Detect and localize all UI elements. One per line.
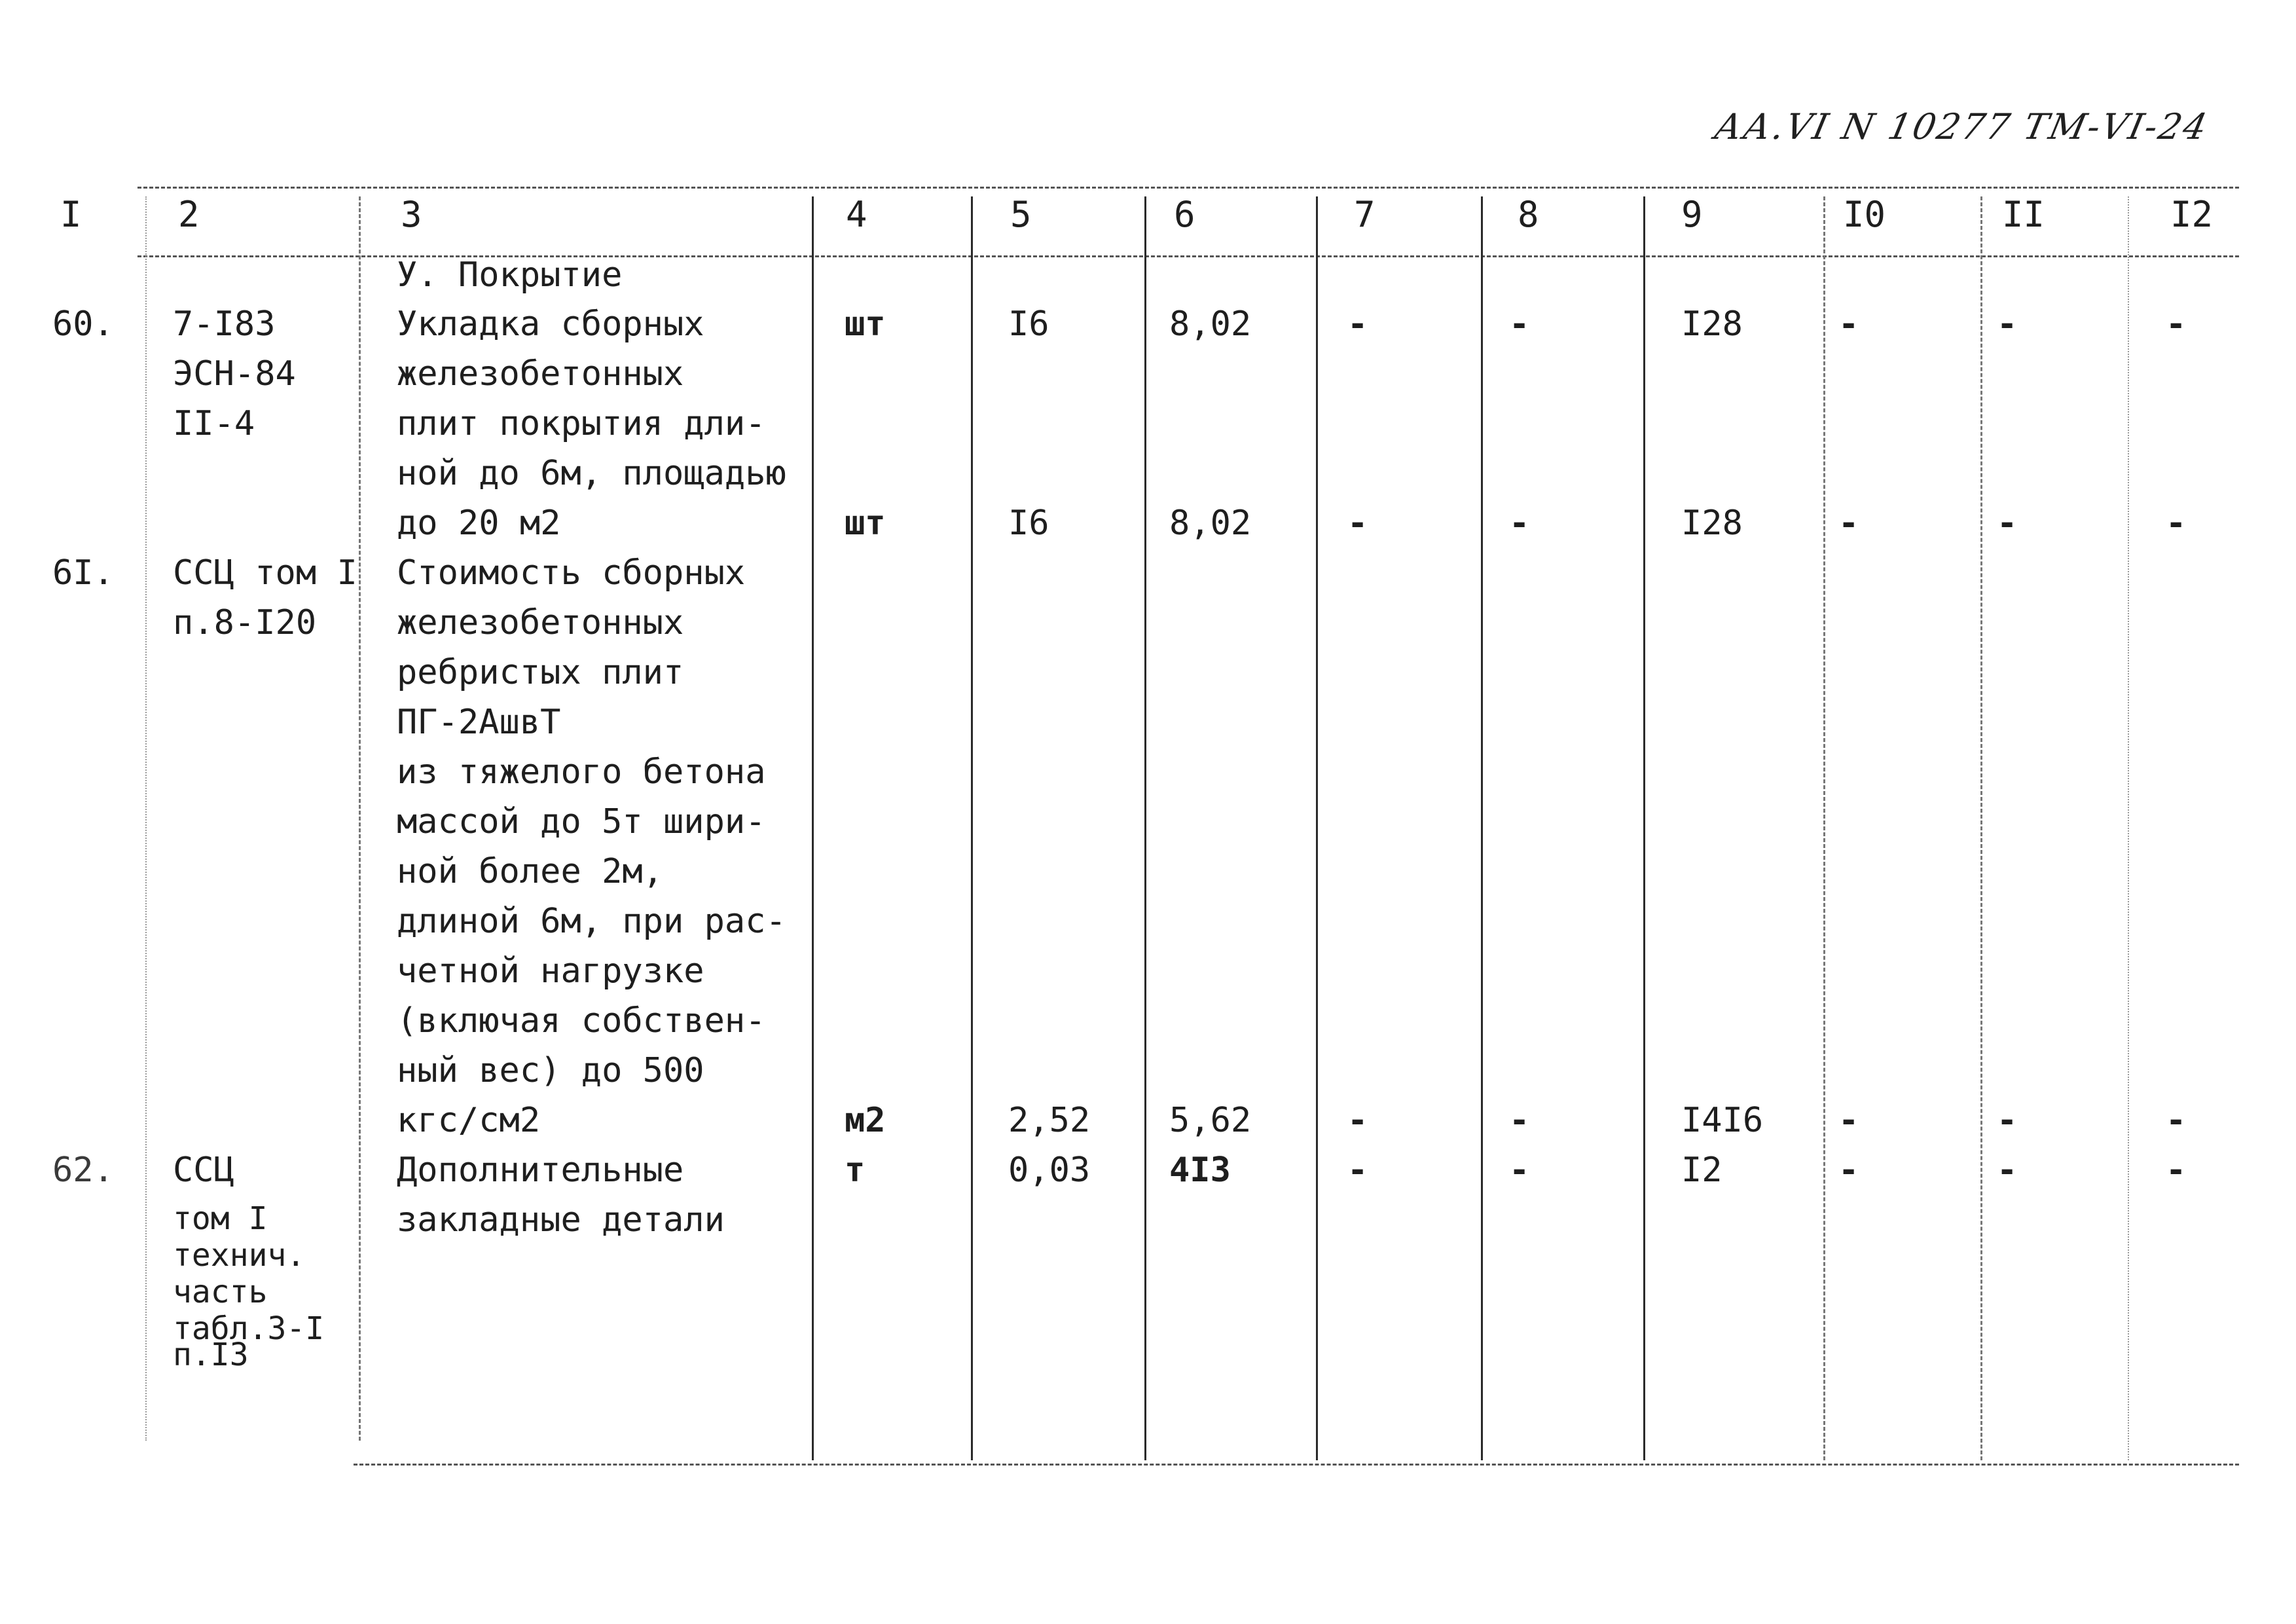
header-col-11: II [2002, 194, 2045, 235]
row-60b-col12: - [2166, 504, 2187, 543]
row-60-desc-3: плит покрытия дли- [397, 404, 766, 443]
row-60b-col5: I6 [1008, 504, 1049, 543]
section-title: У. Покрытие [397, 255, 623, 295]
row-60b-unit: шт [845, 504, 886, 543]
row-62-desc-2: закладные детали [397, 1200, 725, 1240]
header-col-9: 9 [1681, 194, 1703, 235]
header-col-4: 4 [846, 194, 867, 235]
row-62-unit: т [845, 1151, 866, 1190]
row-60b-col8: - [1509, 504, 1530, 543]
col-sep-10 [1980, 196, 1982, 1460]
row-62-col9: I2 [1681, 1151, 1722, 1190]
row-61-number: 6I. [52, 553, 114, 593]
row-62-ref-5: табл.3-I [173, 1310, 325, 1347]
row-61-desc-9: четной нагрузке [397, 951, 704, 991]
row-61-col7: - [1347, 1101, 1368, 1140]
row-60a-col11: - [1997, 304, 2018, 344]
col-sep-7 [1481, 196, 1483, 1460]
row-62-col10: - [1838, 1151, 1859, 1190]
top-rule [137, 187, 2239, 189]
row-60a-col8: - [1509, 304, 1530, 344]
row-61-col8: - [1509, 1101, 1530, 1140]
header-col-6: 6 [1174, 194, 1195, 235]
header-col-2: 2 [178, 194, 200, 235]
row-61-desc-7: ной более 2м, [397, 852, 663, 891]
col-sep-9 [1823, 196, 1825, 1460]
row-61-unit: м2 [845, 1101, 886, 1140]
row-60-desc-4: ной до 6м, площадью [397, 454, 786, 493]
row-61-col6: 5,62 [1169, 1101, 1252, 1140]
col-sep-5 [1144, 196, 1146, 1460]
row-60-desc-1: Укладка сборных [397, 304, 704, 344]
row-62-col11: - [1997, 1151, 2018, 1190]
row-62-ref-2: том I [173, 1200, 268, 1237]
row-62-number: 62. [52, 1151, 114, 1190]
row-61-desc-4: ПГ-2АшвТ [397, 703, 561, 742]
header-col-12: I2 [2170, 194, 2214, 235]
row-62-desc-1: Дополнительные [397, 1151, 684, 1190]
row-60a-col5: I6 [1008, 304, 1049, 344]
col-sep-6 [1316, 196, 1318, 1460]
row-61-desc-8: длиной 6м, при рас- [397, 902, 786, 941]
header-col-10: I0 [1843, 194, 1886, 235]
header-col-5: 5 [1010, 194, 1032, 235]
row-60a-col9: I28 [1681, 304, 1743, 344]
row-61-col11: - [1997, 1101, 2018, 1140]
row-60b-col9: I28 [1681, 504, 1743, 543]
row-62-ref-3: технич. [173, 1237, 306, 1274]
col-sep-3 [812, 196, 814, 1460]
row-61-desc-10: (включая собствен- [397, 1001, 766, 1041]
col-sep-8 [1643, 196, 1645, 1460]
row-60-ref-2: ЭСН-84 [173, 354, 296, 394]
row-60a-col7: - [1347, 304, 1368, 344]
row-60-ref-1: 7-I83 [173, 304, 276, 344]
row-60a-col10: - [1838, 304, 1859, 344]
row-62-col7: - [1347, 1151, 1368, 1190]
header-col-8: 8 [1518, 194, 1539, 235]
row-61-desc-5: из тяжелого бетона [397, 752, 766, 792]
row-62-ref-1: ССЦ [173, 1151, 234, 1190]
row-62-col8: - [1509, 1151, 1530, 1190]
document-stamp: АА.VI N 10277 ТМ-VI-24 [1711, 106, 2213, 147]
row-61-desc-11: ный вес) до 500 [397, 1051, 704, 1090]
row-60b-col7: - [1347, 504, 1368, 543]
row-60b-col6: 8,02 [1169, 504, 1252, 543]
col-sep-11 [2128, 196, 2129, 1460]
row-60a-col6: 8,02 [1169, 304, 1252, 344]
col-sep-2 [359, 196, 361, 1441]
row-61-desc-6: массой до 5т шири- [397, 802, 766, 841]
row-61-col12: - [2166, 1101, 2187, 1140]
row-60b-col10: - [1838, 504, 1859, 543]
row-62-col6: 4I3 [1169, 1151, 1231, 1190]
col-sep-1 [145, 196, 147, 1441]
row-62-col12: - [2166, 1151, 2187, 1190]
row-61-ref-2: п.8-I20 [173, 603, 317, 642]
row-60-desc-5: до 20 м2 [397, 504, 561, 543]
row-62-col5: 0,03 [1008, 1151, 1091, 1190]
row-62-ref-4: часть [173, 1274, 268, 1310]
row-61-desc-12: кгс/см2 [397, 1101, 541, 1140]
row-61-desc-1: Стоимость сборных [397, 553, 746, 593]
header-col-1: I [60, 194, 82, 235]
row-60-desc-2: железобетонных [397, 354, 684, 394]
row-60b-col11: - [1997, 504, 2018, 543]
row-61-desc-3: ребристых плит [397, 653, 684, 692]
row-61-ref-1: ССЦ том I [173, 553, 357, 593]
row-60-ref-3: II-4 [173, 404, 255, 443]
bottom-rule [354, 1464, 2239, 1466]
row-61-col5: 2,52 [1008, 1101, 1091, 1140]
col-sep-4 [971, 196, 973, 1460]
header-col-3: 3 [401, 194, 422, 235]
row-62-ref-6: п.I3 [173, 1337, 249, 1373]
row-61-desc-2: железобетонных [397, 603, 684, 642]
row-61-col10: - [1838, 1101, 1859, 1140]
row-60-number: 60. [52, 304, 114, 344]
row-61-col9: I4I6 [1681, 1101, 1764, 1140]
row-60a-col12: - [2166, 304, 2187, 344]
header-col-7: 7 [1354, 194, 1376, 235]
row-60a-unit: шт [845, 304, 886, 344]
